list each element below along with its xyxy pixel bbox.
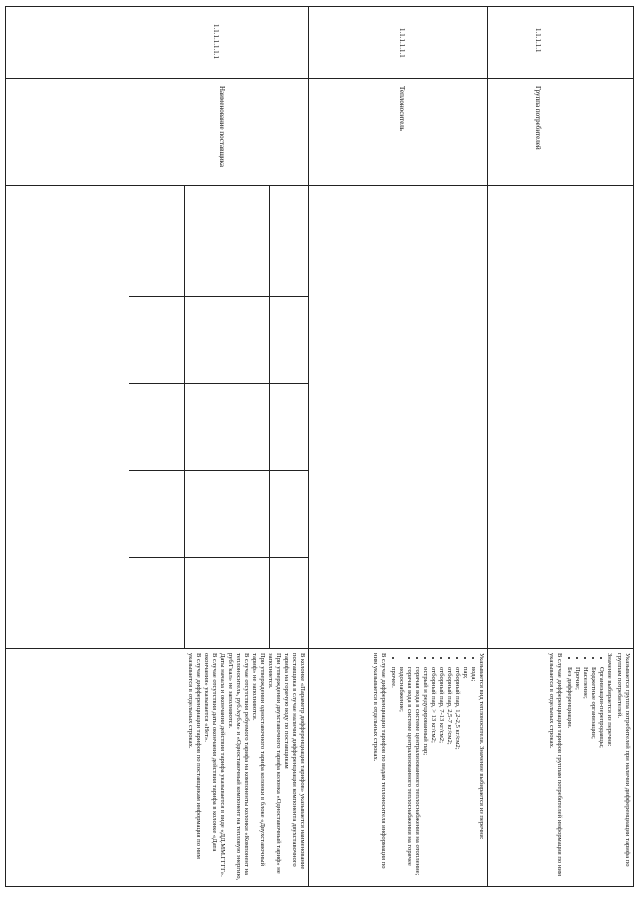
row1-number: 1.1.1.1.1	[534, 28, 542, 53]
list-item: • отборный пар, > 13 кг/см2;	[429, 667, 437, 881]
row3-subcolumn-4	[129, 296, 309, 297]
list-item: • вода;	[469, 667, 477, 881]
list-item: • Население;	[581, 667, 589, 881]
column-separator-desc	[5, 648, 634, 649]
table-border-top	[633, 6, 634, 886]
row1-desc-text: Указывается группа потребителей при наличии дифференциации тарифа по группам потребителей.	[616, 653, 631, 867]
row3-desc-text: В колонке «Параметр дифференциации тарифов» указывается наименование поставщика в случае наличия дифференциации компонента двухставочного тарифа на горячую воду по поставщикам	[283, 653, 306, 870]
row2-desc-text: В случае дифференциации тарифов по видам теплоносителя информация по ним указывается в отдельных строках.	[372, 653, 387, 869]
list-item: • горячая вода в системе централизованного теплоснабжения на отопление;	[413, 667, 421, 881]
row2-desc-list	[389, 653, 477, 881]
row3-desc-text: В случае отсутствия ребуемого тарифа на компоненты колонки «Компонент на теплоноситель, руб./куб.м» и «Одноставочный компонент на тепловую энергию, руб/Гкал» не заполняются.	[227, 653, 250, 881]
row2-number: 1.1.1.1.1.1	[398, 28, 406, 58]
column-separator-name	[5, 185, 634, 186]
row1-desc-list	[565, 653, 605, 881]
column-separator-right	[5, 886, 634, 887]
row2-description	[311, 653, 485, 881]
list-item: • Бюджетные организации;	[589, 667, 597, 881]
list-item: • прочее.	[389, 667, 397, 881]
row1-description	[489, 653, 631, 881]
list-item: • отборный пар, 7-13 кг/см2;	[437, 667, 445, 881]
table-border-bottom	[5, 6, 6, 886]
row2-name: Теплоноситель	[398, 86, 406, 131]
list-item: • горячая вода в системе централизованного теплоснабжения на горячее водоснабжение;	[397, 667, 413, 881]
list-item: • Прочие;	[573, 667, 581, 881]
row3-subcolumn-3	[129, 383, 309, 384]
row1-desc-text: Значение выбирается из перечня:	[606, 653, 613, 747]
row1-name: Группа потребителей	[534, 86, 542, 150]
list-item: • пар;	[461, 667, 469, 881]
row3-desc-text: В случае отсутствия даты окончания действия тарифа в колонке «Дата окончания» указывается «Нет».	[203, 653, 218, 852]
row3-desc-text: Даты начала и окончания действия тарифа указывается в виде «ДД.ММ.ГГГГ».	[219, 653, 226, 877]
row2-desc-text: Указывается вид теплоносителя. Значение выбирается из перечня:	[478, 653, 485, 840]
row3-subcolumn-5	[269, 185, 270, 648]
row3-name: Наименование поставщика	[218, 86, 226, 167]
column-separator-number	[5, 78, 634, 79]
row3-desc-text: При утверждении одноставочного тарифа колонки в блоке «Двухставочный тариф» не заполняются.	[251, 653, 266, 867]
row3-subcolumn-1	[129, 557, 309, 558]
row-separator-1	[487, 6, 488, 886]
row-separator-2	[308, 6, 309, 886]
row3-subcolumn-2	[129, 470, 309, 471]
list-item: • Организации-перепродавцы;	[597, 667, 605, 881]
list-item: • отборный пар, 1,2-2,5 кг/см2;	[453, 667, 461, 881]
row3-description	[8, 653, 306, 881]
column-separator-left	[5, 6, 634, 7]
row3-subcolumn-6	[184, 185, 185, 648]
row3-desc-text: В случае дифференциации тарифов по поставщикам информация по ним указывается в отдельных строках.	[187, 653, 202, 859]
list-item: • отборный пар, 2,5-7 кг/см2;	[445, 667, 453, 881]
row1-desc-text: В случае дифференциации тарифов группам потребителей информация по ним указывается в отдельных строках.	[548, 653, 563, 877]
list-item: • острый и редуцированный пар;	[421, 667, 429, 881]
list-item: • Без дифференциации.	[565, 667, 573, 881]
row3-number: 1.1.1.1.1.1.1	[212, 24, 220, 59]
row3-desc-text: При утверждении двухставочного тарифа колонка «Одноставочный тариф» не заполняется.	[267, 653, 282, 874]
